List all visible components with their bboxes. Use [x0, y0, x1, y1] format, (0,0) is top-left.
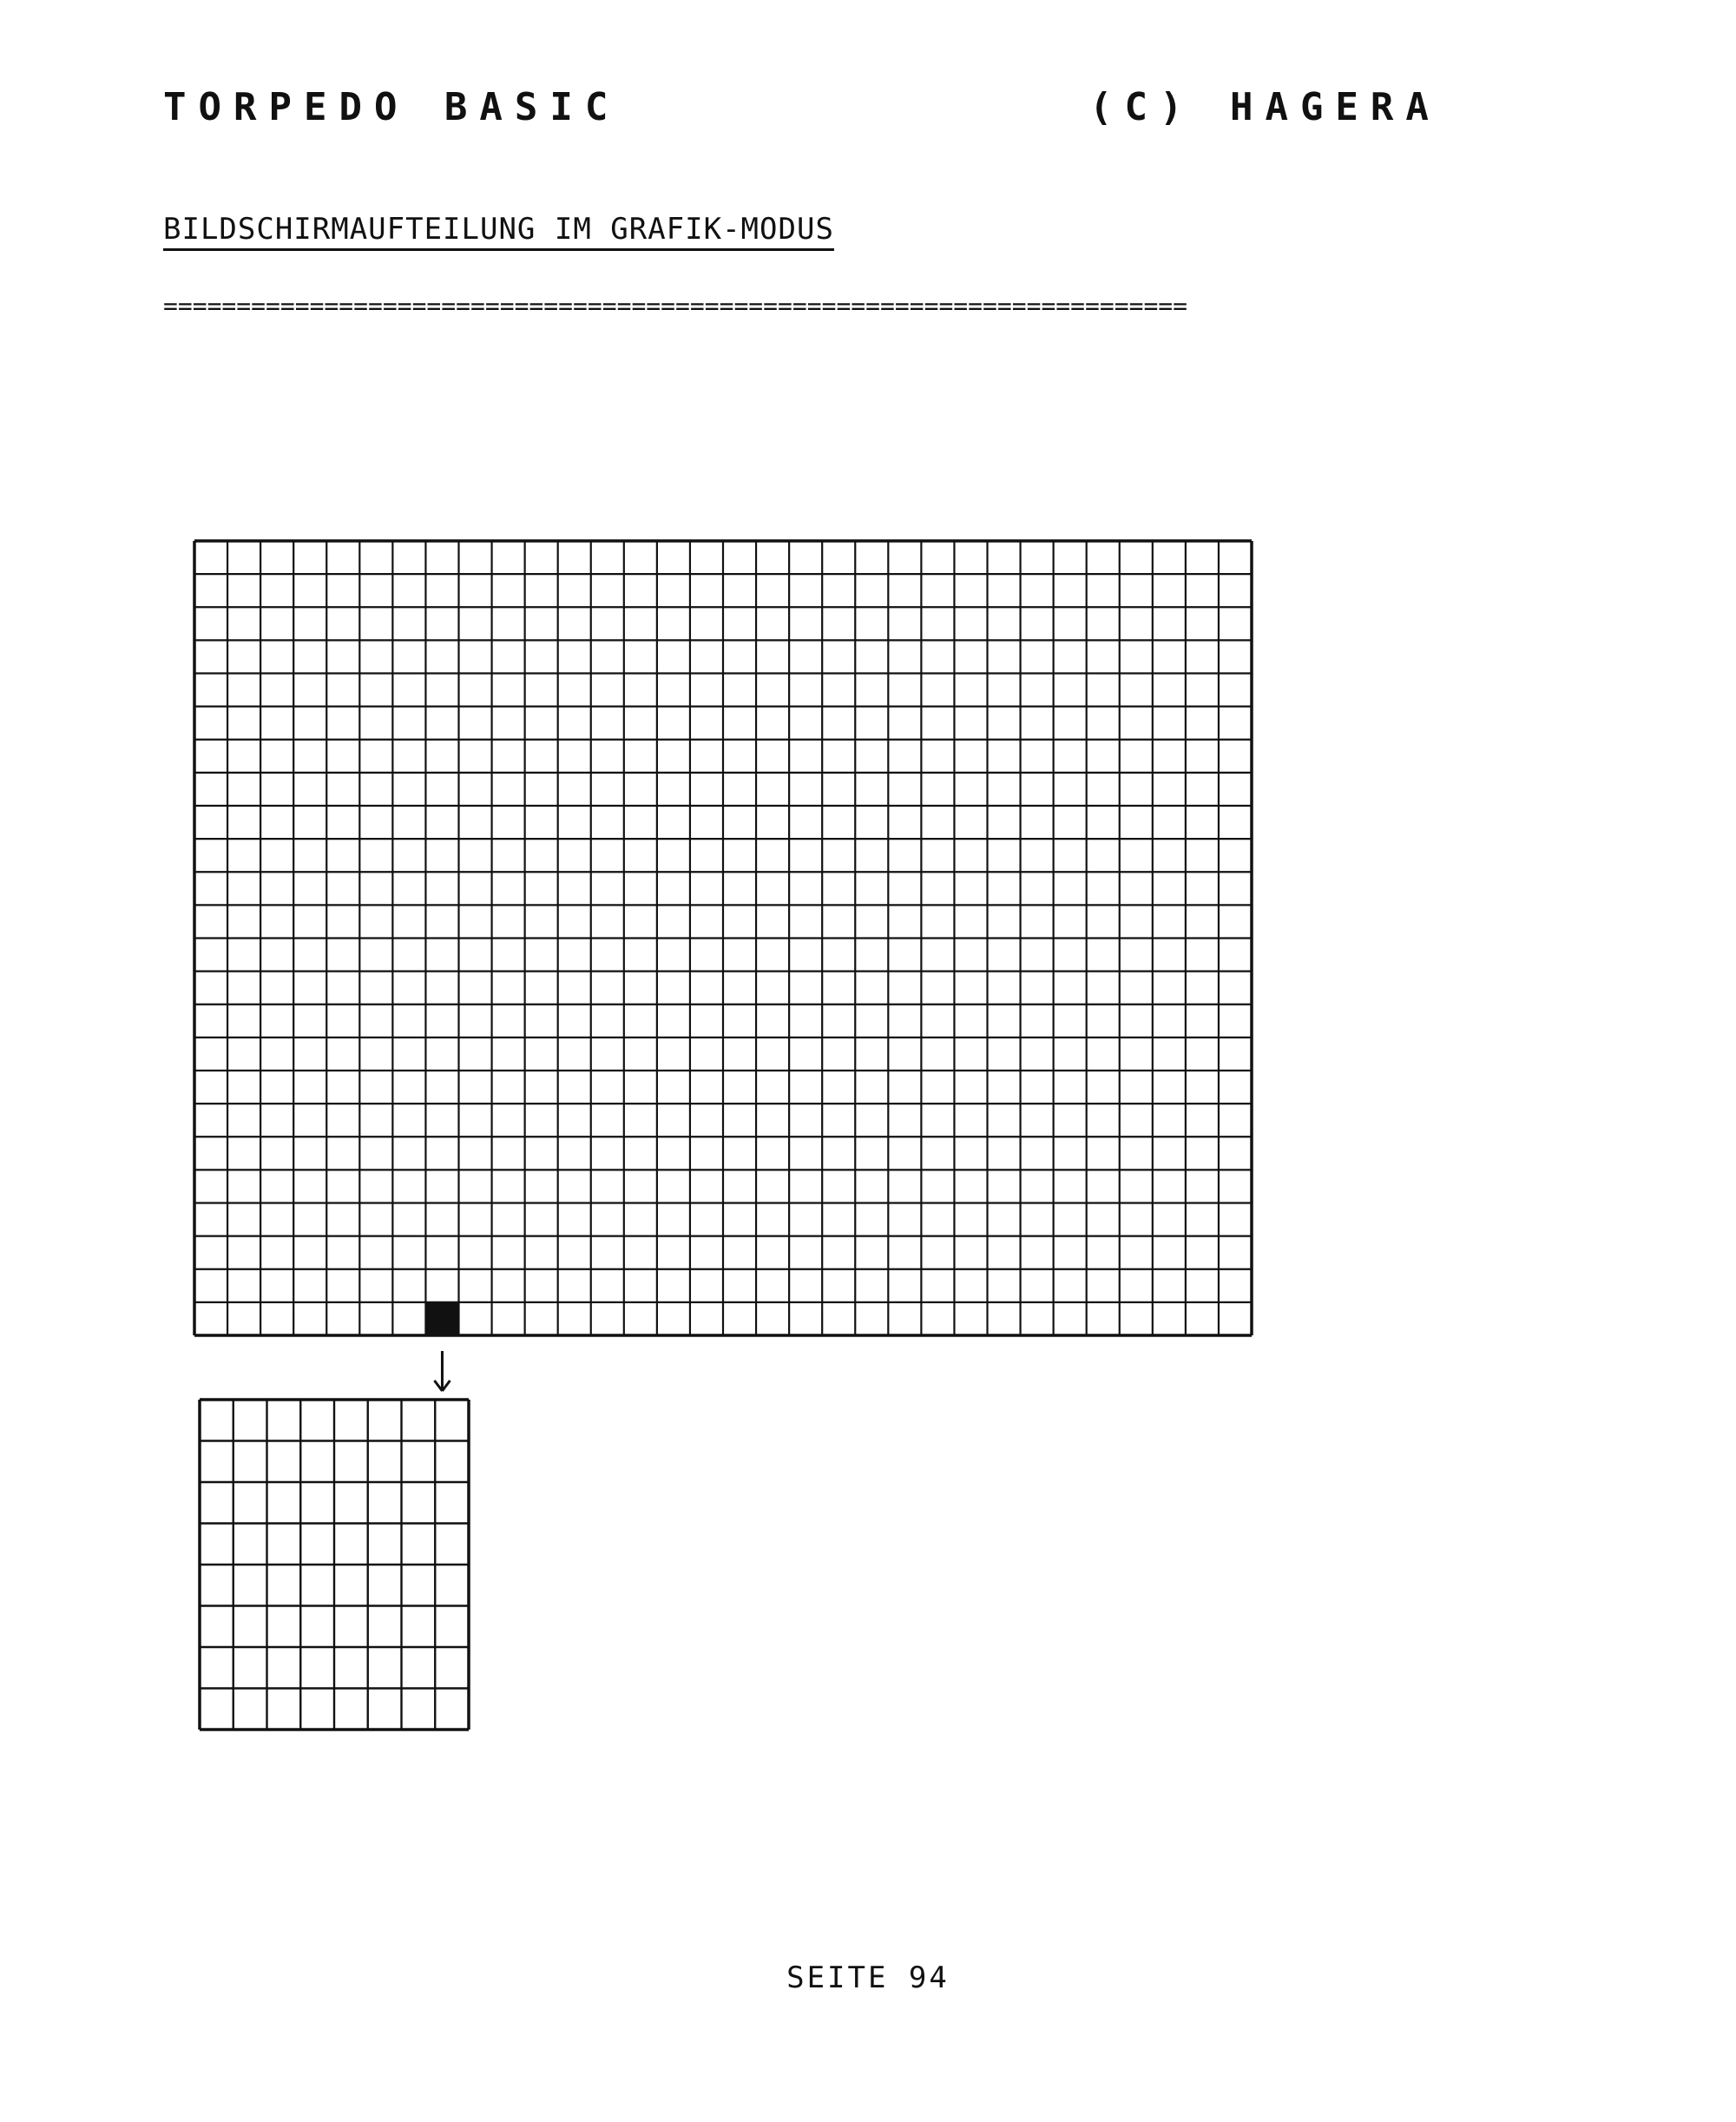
page-number: SEITE 94 [786, 1961, 950, 1995]
section-title: BILDSCHIRMAUFTEILUNG IM GRAFIK-MODUS [163, 212, 834, 251]
separator-line: ====================================================================== [163, 292, 1188, 320]
screen-grid [194, 541, 1252, 1335]
header-copyright: (C) HAGERA [1089, 85, 1441, 129]
character-detail-grid [200, 1400, 469, 1730]
highlighted-character-cell [425, 1302, 458, 1335]
header-title: TORPEDO BASIC [163, 85, 621, 129]
down-arrow-icon [434, 1351, 450, 1391]
highlighted-cell-block [425, 1302, 458, 1335]
